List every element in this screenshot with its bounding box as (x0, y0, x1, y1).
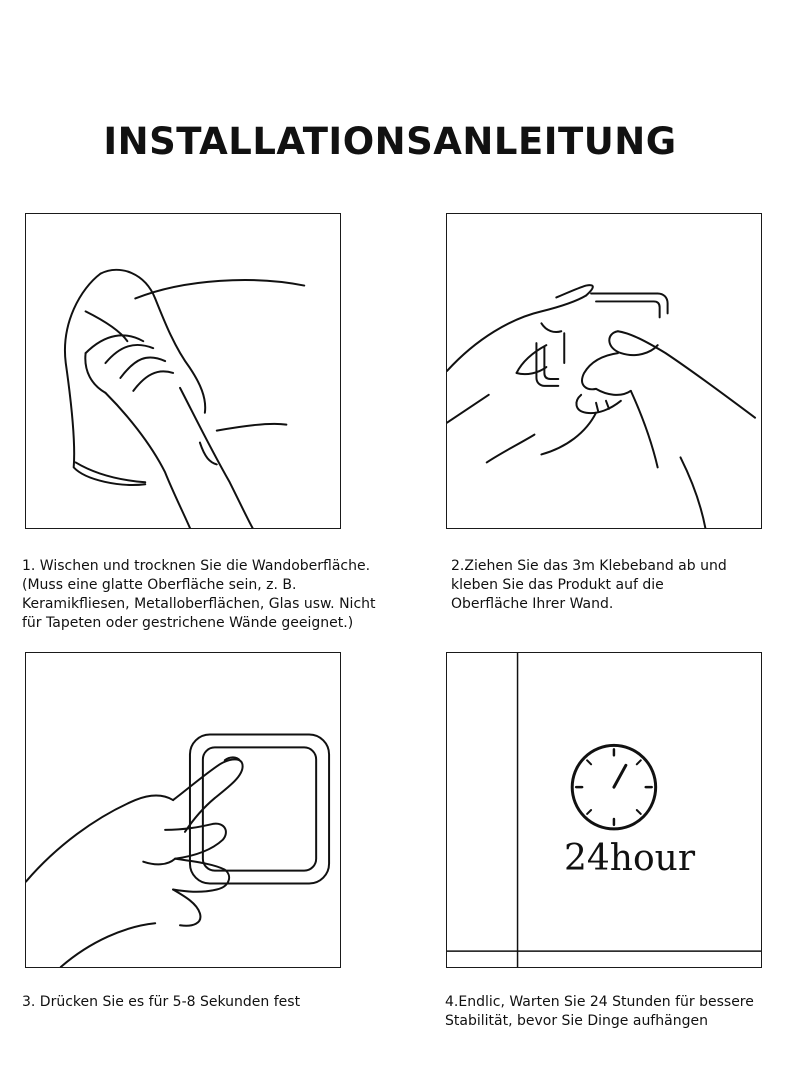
caption-line: 2.Ziehen Sie das 3m Klebeband ab und (451, 558, 727, 574)
step-3-caption (22, 993, 402, 1012)
caption-line: Oberfläche Ihrer Wand. (451, 596, 614, 612)
step-1-illustration (25, 213, 341, 529)
caption-line: (Muss eine glatte Oberfläche sein, z. B. (22, 577, 297, 593)
page-title: INSTALLATIONSANLEITUNG (103, 120, 677, 163)
hand-wiping-wall-icon (26, 214, 340, 528)
step-3-illustration (25, 652, 341, 968)
step-4-caption (445, 993, 800, 1031)
step-2-caption (451, 557, 800, 614)
finger-pressing-pad-icon (26, 653, 340, 967)
caption-line: für Tapeten oder gestrichene Wände geeignet.) (22, 615, 354, 631)
caption-line: 4.Endlic, Warten Sie 24 Stunden für bessere (445, 994, 754, 1010)
caption-line: Stabilität, bevor Sie Dinge aufhängen (445, 1013, 708, 1029)
hands-peeling-adhesive-icon (447, 214, 761, 528)
caption-line: 1. Wischen und trocknen Sie die Wandoberfläche. (22, 558, 371, 574)
caption-line: kleben Sie das Produkt auf die (451, 577, 664, 593)
step-1-caption (22, 557, 402, 633)
caption-line: Keramikfliesen, Metalloberflächen, Glas usw. Nicht (22, 596, 376, 612)
caption-line: 3. Drücken Sie es für 5-8 Sekunden fest (22, 994, 301, 1010)
step-4-illustration (446, 652, 762, 968)
clock-icon (447, 653, 761, 967)
hour-label: 24hour (564, 838, 696, 879)
step-2-illustration (446, 213, 762, 529)
